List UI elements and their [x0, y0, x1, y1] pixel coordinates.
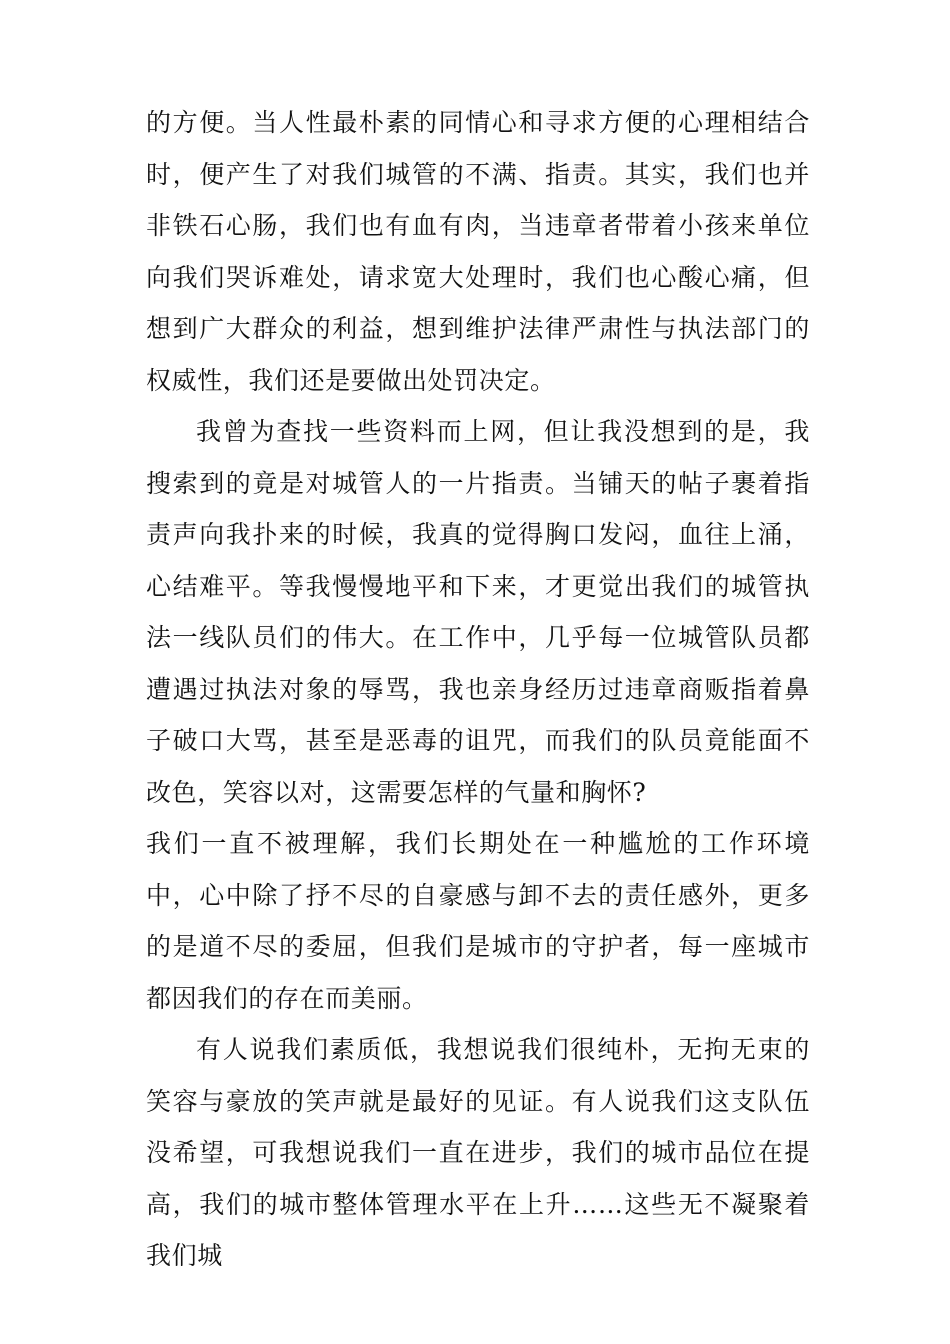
paragraph-3: 我们一直不被理解，我们长期处在一种尴尬的工作环境中，心中除了抒不尽的自豪感与卸不去的责任感外，更多的是道不尽的委屈，但我们是城市的守护者，每一座城市都因我们的存在而美丽。: [146, 829, 810, 1013]
paragraph-4: 有人说我们素质低，我想说我们很纯朴，无拘无束的笑容与豪放的笑声就是最好的见证。有人说我们这支队伍没希望，可我想说我们一直在进步，我们的城市品位在提高，我们的城市整体管理水平在上升……这些无不凝聚着我们城: [146, 1035, 810, 1270]
paragraph-1: 的方便。当人性最朴素的同情心和寻求方便的心理相结合时，便产生了对我们城管的不满、指责。其实，我们也并非铁石心肠，我们也有血有肉，当违章者带着小孩来单位向我们哭诉难处，请求宽大处理时，我们也心酸心痛，但想到广大群众的利益，想到维护法律严肃性与执法部门的权威性，我们还是要做出处罚决定。: [146, 108, 810, 395]
document-body: [146, 97, 810, 1282]
paragraph-2: 我曾为查找一些资料而上网，但让我没想到的是，我搜索到的竟是对城管人的一片指责。当铺天的帖子裹着指责声向我扑来的时候，我真的觉得胸口发闷，血往上涌，心结难平。等我慢慢地平和下来，才更觉出我们的城管执法一线队员们的伟大。在工作中，几乎每一位城管队员都遭遇过执法对象的辱骂，我也亲身经历过违章商贩指着鼻子破口大骂，甚至是恶毒的诅咒，而我们的队员竟能面不改色，笑容以对，这需要怎样的气量和胸怀?: [146, 417, 810, 807]
